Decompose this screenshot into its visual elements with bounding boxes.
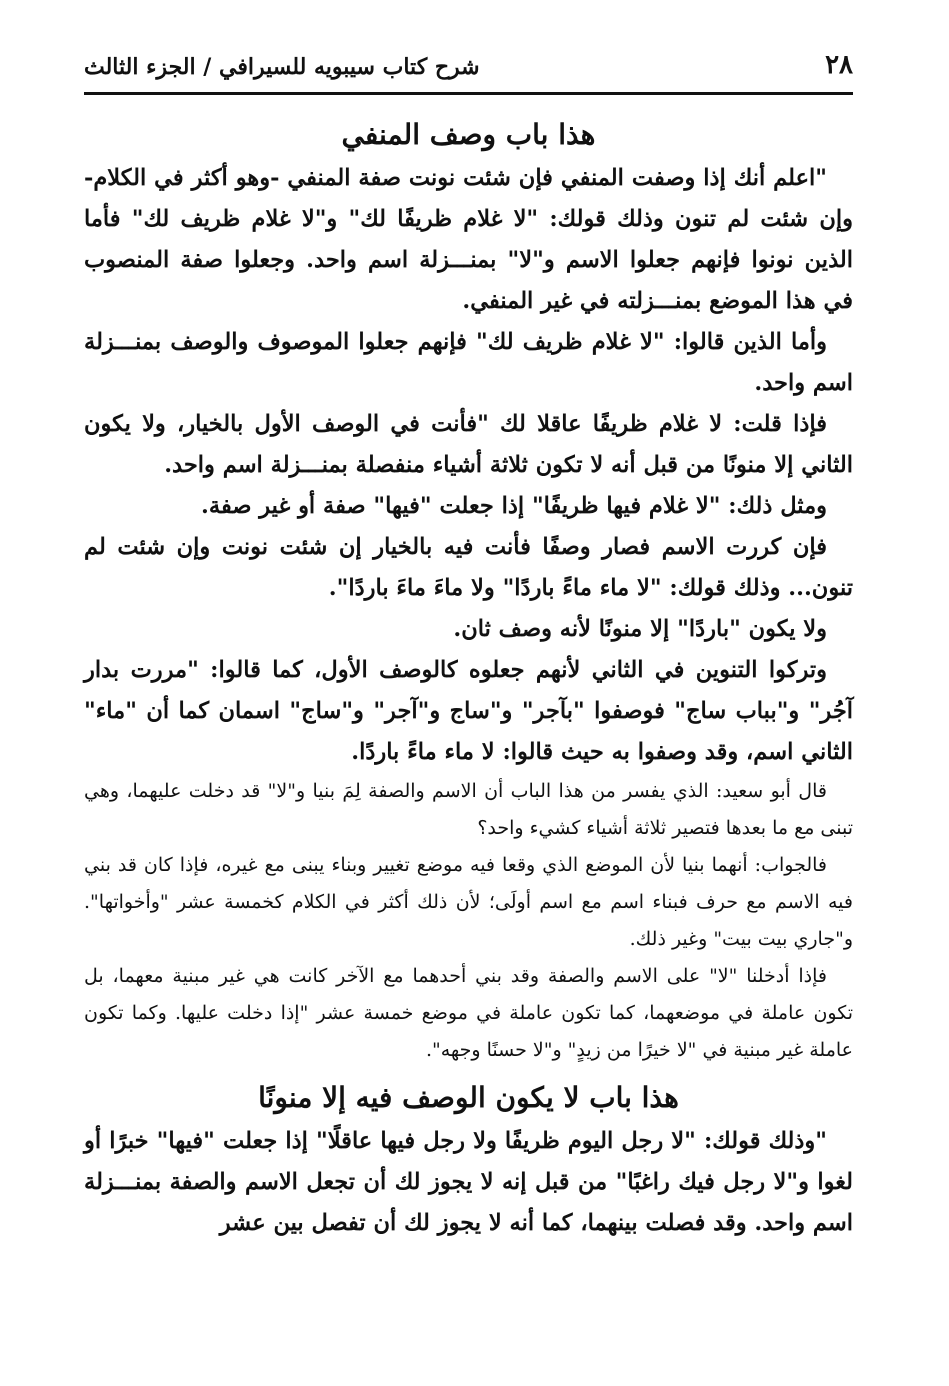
commentary-paragraph: فالجواب: أنهما بنيا لأن الموضع الذي وقعا فيه موضع تغيير وبناء يبنى مع غيره، فإذا كان قد بني فيه الاسم مع حرف فبناء اسم مع اسم أولَى؛ لأن ذلك أكثر في الكلام كخمسة عشر "وأخواتها". و"جاري بيت بيت" وغير ذلك.: [84, 854, 853, 950]
running-title: شرح كتاب سيبويه للسيرافي / الجزء الثالث: [84, 54, 480, 80]
page-body: [84, 112, 853, 1244]
section-heading: هذا باب وصف المنفي: [341, 118, 596, 151]
paragraph: ومثل ذلك: "لا غلام فيها ظريفًا" إذا جعلت "فيها" صفة أو غير صفة.: [201, 493, 827, 519]
page-header: [84, 46, 853, 92]
paragraph: وتركوا التنوين في الثاني لأنهم جعلوه كالوصف الأول، كما قالوا: "مررت بدار آجُر" و"بباب ساج" فوصفوا "بآجر" و"ساج و"آجر" و"ساج" اسمان كما أن "ماء" الثاني اسم، وقد وصفوا به حيث قالوا: لا ماء ماءً باردًا.: [84, 657, 853, 765]
section-heading: هذا باب لا يكون الوصف فيه إلا منونًا: [258, 1081, 679, 1114]
commentary-paragraph: فإذا أدخلنا "لا" على الاسم والصفة وقد بني أحدهما مع الآخر كانت هي غير مبنية معهما، بل تكون عاملة في موضعهما، كما تكون عاملة في موضع خمسة عشر "إذا دخلت عليها. وكما تكون عاملة غير مبنية في "لا خيرًا من زيدٍ" و"لا حسنًا وجهه".: [84, 965, 853, 1061]
paragraph: "اعلم أنك إذا وصفت المنفي فإن شئت نونت صفة المنفي -وهو أكثر في الكلام- وإن شئت لم تنون وذلك قولك: "لا غلام ظريفًا لك" و"لا غلام ظريف لك" فأما الذين نونوا فإنهم جعلوا الاسم و"لا" بمنـــزلة اسم واحد. وجعلوا صفة المنصوب في هذا الموضع بمنـــزلته في غير المنفي.: [84, 165, 853, 314]
paragraph: "وذلك قولك: "لا رجل اليوم ظريفًا ولا رجل فيها عاقلًا" إذا جعلت "فيها" خبرًا أو لغوا و"لا رجل فيك راغبًا" من قبل إنه لا يجوز لك أن تجعل الاسم والصفة بمنـــزلة اسم واحد. وقد فصلت بينهما، كما أنه لا يجوز لك أن تفصل بين عشر: [84, 1128, 853, 1236]
page-number: ٢٨: [825, 50, 853, 80]
paragraph: فإذا قلت: لا غلام ظريفًا عاقلا لك "فأنت في الوصف الأول بالخيار، ولا يكون الثاني إلا منونًا من قبل أنه لا تكون ثلاثة أشياء منفصلة بمنـــزلة اسم واحد.: [84, 411, 853, 478]
paragraph: ولا يكون "باردًا" إلا منونًا لأنه وصف ثان.: [453, 616, 827, 642]
paragraph: وأما الذين قالوا: "لا غلام ظريف لك" فإنهم جعلوا الموصوف والوصف بمنـــزلة اسم واحد.: [84, 329, 853, 396]
commentary-paragraph: قال أبو سعيد: الذي يفسر من هذا الباب أن الاسم والصفة لِمَ بنيا و"لا" قد دخلت عليهما، وهي تبنى مع ما بعدها فتصير ثلاثة أشياء كشيء واحد؟: [84, 780, 853, 839]
header-rule: [84, 92, 853, 95]
paragraph: فإن كررت الاسم فصار وصفًا فأنت فيه بالخيار إن شئت نونت وإن شئت لم تنون... وذلك قولك: "لا ماء ماءً باردًا" ولا ماءَ ماءَ باردًا".: [84, 534, 853, 601]
